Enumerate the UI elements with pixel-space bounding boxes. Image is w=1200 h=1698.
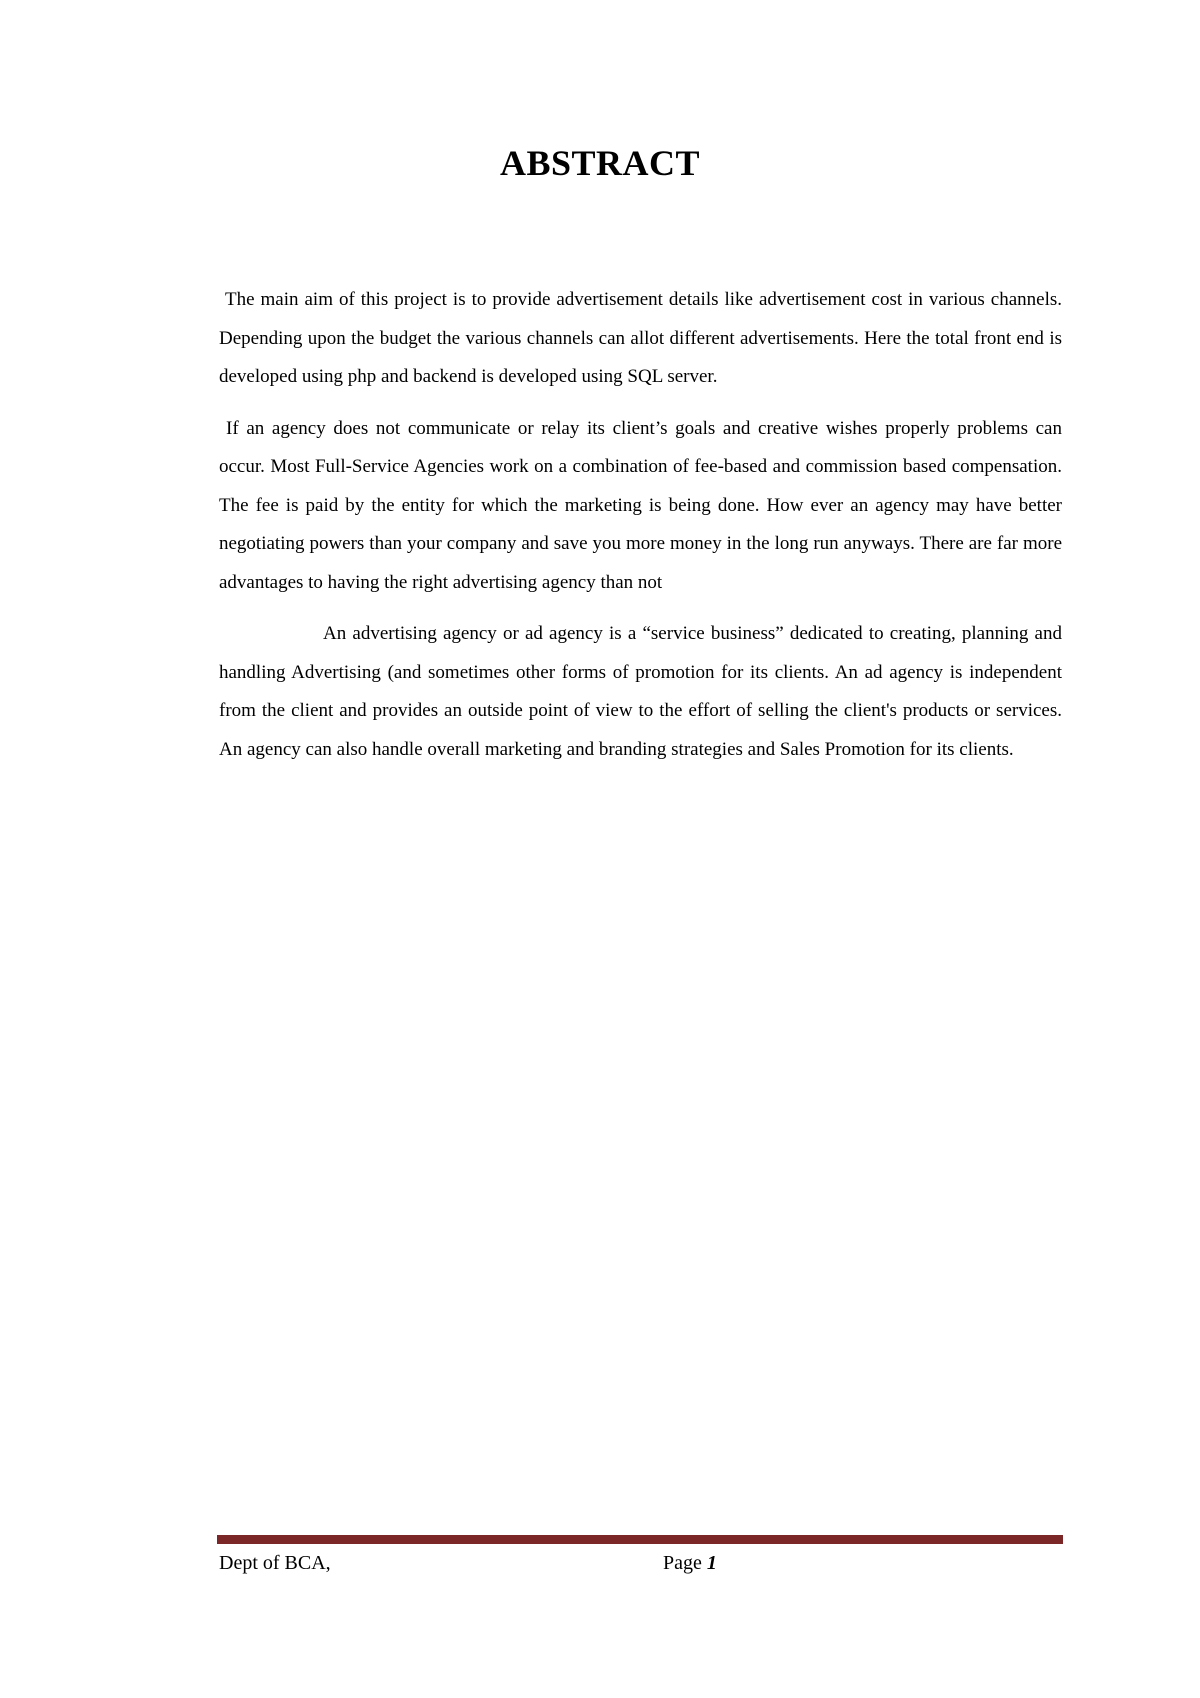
footer-page-number: 1 (706, 1552, 717, 1574)
page-title: ABSTRACT (499, 143, 701, 183)
footer-department: Dept of BCA, (219, 1552, 331, 1574)
abstract-body (219, 281, 1062, 782)
footer-page-indicator (663, 1552, 717, 1575)
footer-page-label: Page (663, 1552, 702, 1574)
footer-divider (217, 1535, 1063, 1544)
paragraph-project-aim: The main aim of this project is to provide advertisement details like advertisement cost in various channels. Depending upon the budget the various channels can allot different advertisements. Here the total front end is developed using php and backend is developed using SQL server. (219, 289, 1062, 387)
paragraph-agency-communication: If an agency does not communicate or relay its client’s goals and creative wishes properly problems can occur. Most Full-Service Agencies work on a combination of fee-based and commission based compensation. The fee is paid by the entity for which the marketing is being done. How ever an agency may have better negotiating powers than your company and save you more money in the long run anyways. There are far more advantages to having the right advertising agency than not (219, 417, 1062, 593)
paragraph-agency-definition: An advertising agency or ad agency is a “service business” dedicated to creating, planning and handling Advertising (and sometimes other forms of promotion for its clients. An ad agency is independent from the client and provides an outside point of view to the effort of selling the client's products or services. An agency can also handle overall marketing and branding strategies and Sales Promotion for its clients. (219, 623, 1062, 760)
